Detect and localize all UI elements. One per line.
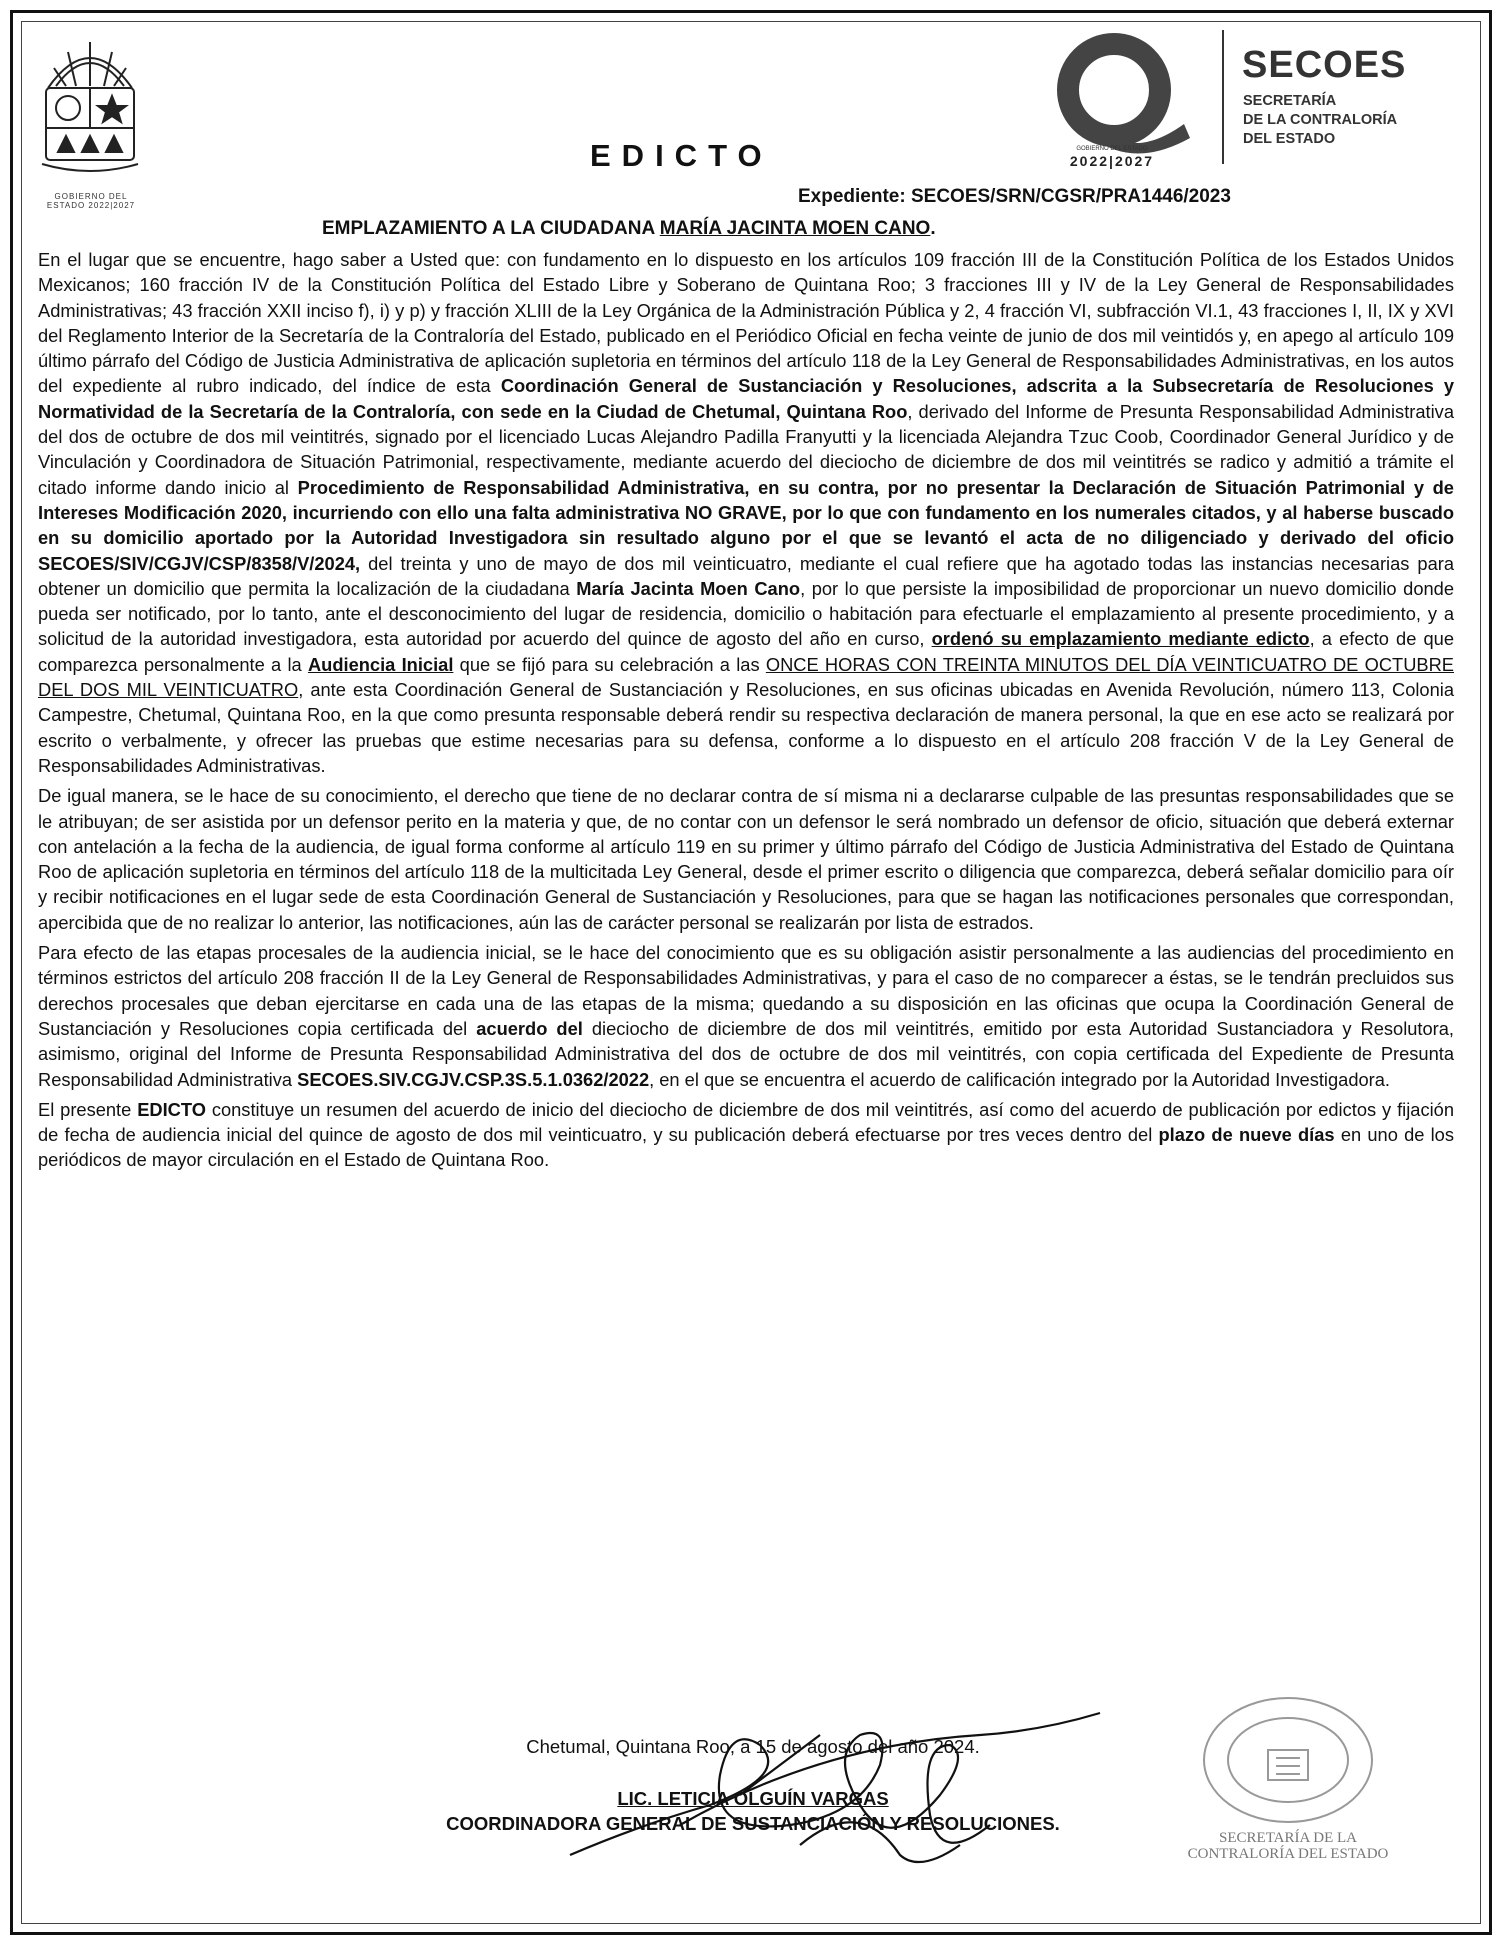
text-run: SECOES.SIV.CGJV.CSP.3S.5.1.0362/2022 (297, 1068, 650, 1090)
crest-caption: GOBIERNO DEL ESTADO 2022|2027 (46, 192, 136, 210)
expediente-number: Expediente: SECOES/SRN/CGSR/PRA1446/2023 (798, 186, 1231, 207)
org-subtitle-line: DEL ESTADO (1243, 131, 1336, 147)
text-run: , ante esta Coordinación General de Sustanciación y Resoluciones, en sus oficinas ubicadas en Avenida Revolución, número 113, Colonia Campestre, Chetumal, Quintana Roo, en la que como presunta responsable deberá rendir su respectiva declaración de manera personal, la que en ese acto se realizará por escrito o verbalmente, y ofrecer las pruebas que estime necesarias para su defensa, conforme a lo dispuesto en el artículo 208 fracción V de la Ley General de Responsabilidades Administrativas. (38, 679, 1454, 776)
official-seal-icon (1168, 1690, 1398, 1830)
text-run: Para efecto de las etapas procesales de la audiencia inicial, se le hace del conocimiento que es su obligación asistir personalmente a las audiencias del procedimiento en términos estrictos del artículo 208 fracción II de la Ley General de Responsabilidades Administrativas, y para el caso de no comparecer a éstas, se le tendrán precluidos sus derechos procesales que deban ejercitarse en cada una de las etapas de la misma; quedando a su disposición en las oficinas que ocupa la Coordinación General de Sustanciación y Resoluciones copia certificada del (38, 942, 1454, 1039)
text-run: que se fijó para su celebración a las (453, 653, 766, 675)
text-run: , en el que se encuentra el acuerdo de calificación integrado por la Autoridad Investigadora. (649, 1068, 1390, 1090)
text-run: ONCE HORAS CON TREINTA MINUTOS DEL DÍA VEINTICUATRO DE OCTUBRE DEL DOS MIL VEINTICUATRO (38, 653, 1454, 701)
text-run: EDICTO (137, 1098, 206, 1120)
signer-name: LIC. LETICIA OLGUÍN VARGAS (617, 1788, 889, 1809)
text-run: , por lo que persiste la imposibilidad de proporcionar un nuevo domicilio donde pueda ser notificado, por lo tanto, ante el desconocimiento del lugar de residencia, domicilio o habitación para efectuarle el emplazamiento al presente procedimiento, y a solicitud de la autoridad investigadora, esta autoridad por acuerdo del quince de agosto del año en curso, (38, 577, 1454, 650)
document-body (38, 247, 1454, 1178)
paragraph-2 (38, 783, 1454, 935)
text-run: ordenó su emplazamiento mediante edicto (931, 628, 1310, 650)
text-run: , derivado del Informe de Presunta Responsabilidad Administrativa del dos de octubre de dos mil veintitrés, signado por el licenciado Lucas Alejandro Padilla Franyutti y la licenciada Alejandra Tzuc Coob, Coordinador General Jurídico y de Vinculación y Coordinadora de Situación Patrimonial, respectivamente, mediante acuerdo del dieciocho de diciembre de dos mil veintitrés se radico y admitió a trámite el citado informe dando inicio al (38, 400, 1454, 498)
paragraph-4 (38, 1097, 1454, 1173)
text-run: María Jacinta Moen Cano (576, 577, 801, 599)
emplazamiento-suffix: . (930, 218, 936, 239)
q-caption: 2022|2027 (1069, 153, 1155, 169)
text-run: dieciocho de diciembre de dos mil veintitrés, emitido por esta Autoridad Sustanciadora y Resolutora, asimismo, original del Informe de Presunta Responsabilidad Administrativa del dos de octubre de dos mil veintitrés, con copia certificada del Expediente de Presunta Responsabilidad Administrativa (38, 1017, 1455, 1090)
text-run: plazo de nueve días (1158, 1124, 1335, 1146)
paragraph-1 (38, 247, 1454, 778)
text-run: Coordinación General de Sustanciación y Resoluciones, adscrita a la Subsecretaría de Resoluciones y Normatividad de la Secretaría de la Contraloría, con sede en la Ciudad de Chetumal, Quintana Roo (38, 375, 1454, 422)
text-run: constituye un resumen del acuerdo de inicio del dieciocho de diciembre de dos mil veintitrés, así como del acuerdo de publicación por edictos y fijación de fecha de audiencia inicial del quince de agosto de dos mil veinticuatro, y su publicación deberá efectuarse por tres veces dentro del (38, 1098, 1454, 1146)
text-run: acuerdo del (476, 1017, 583, 1039)
text-run: Procedimiento de Responsabilidad Administrativa, en su contra, por no presentar la Declaración de Situación Patrimonial y de Intereses Modificación 2020, incurriendo con ello una falta administrativa NO GRAVE, por lo que con fundamento en los numerales citados, y al haberse buscado en su domicilio aportado por la Autoridad Investigadora sin resultado alguno por el que se levantó el acta de no diligenciado y derivado del oficio SECOES/SIV/CGJV/CSP/8358/V/2024, (38, 476, 1454, 574)
state-coat-of-arms-icon (38, 28, 142, 204)
org-subtitle (1243, 92, 1397, 149)
place-date: Chetumal, Quintana Roo, a 15 de agosto del año 2024. (526, 1736, 980, 1757)
text-run: En el lugar que se encuentre, hago saber a Usted que: con fundamento en lo dispuesto en los artículos 109 fracción III de la Constitución Política de los Estados Unidos Mexicanos; 160 fracción IV de la Constitución Política del Estado Libre y Soberano de Quintana Roo; 3 fracciones III y IV de la Ley General de Responsabilidades Administrativas; 43 fracción XXII inciso f), i) y p) y fracción XLIII de la Ley Orgánica de la Administración Pública y 2, 4 fracción VI, subfracción VI.1, 43 fracciones I, II, IX y XVI del Reglamento Interior de la Secretaría de la Contraloría del Estado, publicado en el Periódico Oficial en fecha veinte de junio de dos mil veintidós y, en apego al artículo 109 último párrafo del Código de Justicia Administrativa de aplicación supletoria en términos del artículo 118 de la Ley General de Responsabilidades Administrativas, en los autos del expediente al rubro indicado, del índice de esta (38, 249, 1454, 397)
text-run: , a efecto de que comparezca personalmente a la (38, 628, 1454, 675)
text-run: del treinta y uno de mayo de dos mil veinticuatro, mediante el cual refiere que ha agotado todas las instancias necesarias para obtener un domicilio que permita la localización de la ciudadana (38, 552, 1454, 599)
org-subtitle-line: DE LA CONTRALORÍA (1243, 112, 1398, 128)
seal-text: SECRETARÍA DE LA CONTRALORÍA DEL ESTADO (1187, 1830, 1389, 1862)
text-run: El presente (38, 1098, 138, 1120)
emplazamiento-prefix: EMPLAZAMIENTO A LA CIUDADANA (322, 218, 660, 239)
emplazamiento-heading (322, 218, 936, 240)
text-run: Audiencia Inicial (307, 653, 454, 675)
text-run: en uno de los periódicos de mayor circulación en el Estado de Quintana Roo. (38, 1124, 1454, 1171)
q-logo-icon (1044, 28, 1194, 164)
org-name: SECOES (1242, 44, 1407, 86)
logo-divider (1222, 30, 1224, 164)
document-title: EDICTO (590, 138, 773, 173)
q-caption-small: GOBIERNO DEL ESTADO (1076, 146, 1148, 152)
paragraph-3 (38, 940, 1454, 1092)
org-subtitle-line: SECRETARÍA (1243, 93, 1337, 109)
emplazamiento-name: MARÍA JACINTA MOEN CANO (659, 218, 931, 239)
signer-title: COORDINADORA GENERAL DE SUSTANCIACIÓN Y RESOLUCIONES. (446, 1813, 1060, 1834)
text-run: De igual manera, se le hace de su conocimiento, el derecho que tiene de no declarar contra de sí misma ni a declararse culpable de las presuntas responsabilidades que se le atribuyan; de ser asistida por un defensor perito en la materia y que, de no contar con un defensor le será nombrado un defensor de oficio, situación que deberá externar con antelación a la fecha de la audiencia, de igual forma conforme al artículo 119 en su primer y último párrafo del Código de Justicia Administrativa del Estado de Quintana Roo de aplicación supletoria en términos del artículo 118 de la multicitada Ley General, desde el primer escrito o diligencia que comparezca, deberá señalar domicilio para oír y recibir notificaciones en el lugar sede de esta Coordinación General de Sustanciación y Resoluciones, para que se hagan las notificaciones personales que correspondan, apercibida que de no realizar lo anterior, las notificaciones, aún las de carácter personal se realizarán por lista de estrados. (38, 785, 1454, 933)
